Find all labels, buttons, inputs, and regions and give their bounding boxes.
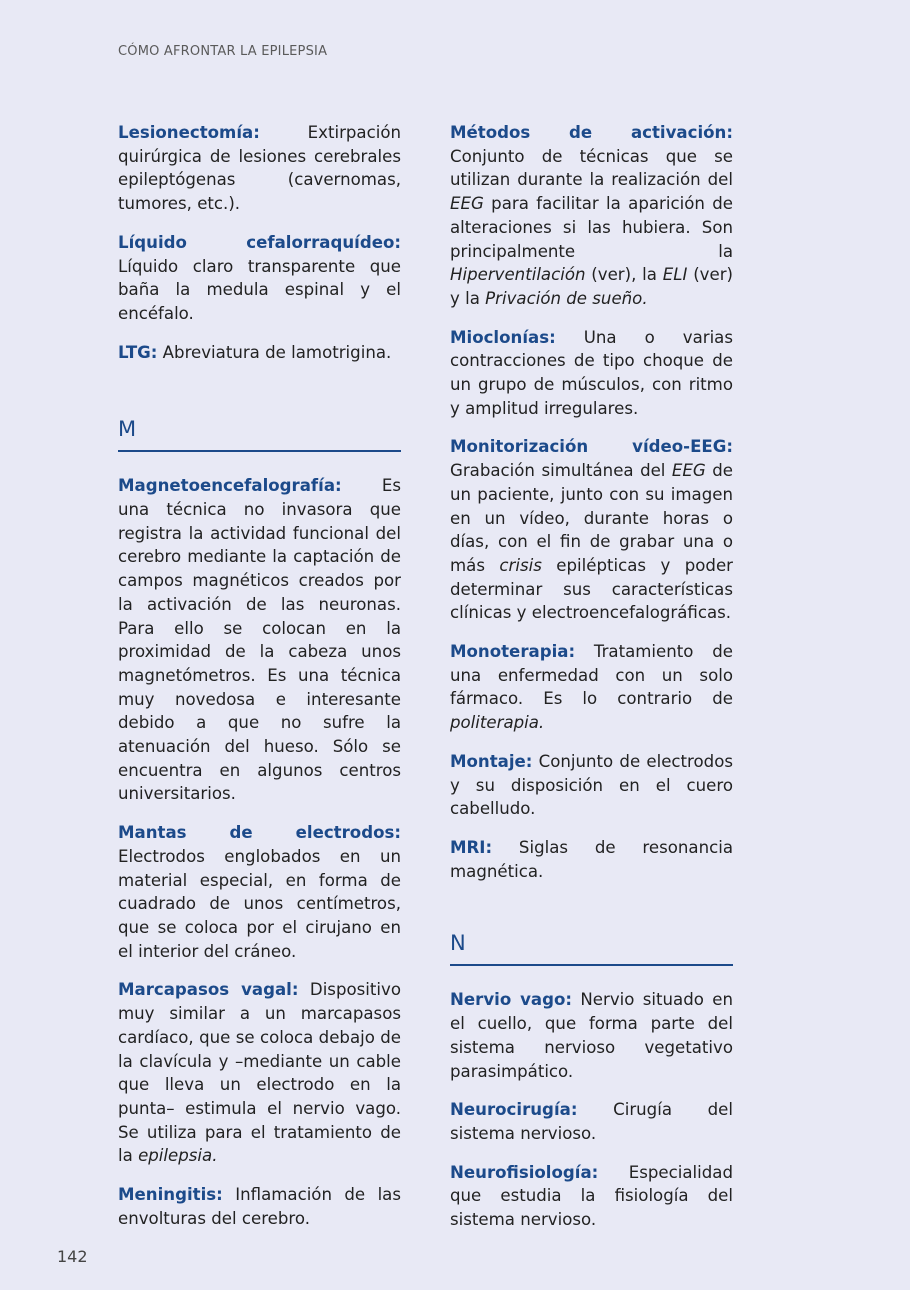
glossary-term: Lesionectomía: xyxy=(118,123,260,142)
running-header: CÓMO AFRONTAR LA EPILEPSIA xyxy=(118,44,328,59)
glossary-entry xyxy=(118,121,401,216)
glossary-entry xyxy=(118,474,401,806)
glossary-definition: Siglas de resonancia magnética. xyxy=(450,837,733,881)
section-heading-m: M xyxy=(118,417,401,452)
glossary-entry xyxy=(450,836,733,883)
glossary-entry xyxy=(450,1098,733,1145)
glossary-term: LTG: xyxy=(118,342,158,362)
glossary-definition: Líquido claro transparente que baña la medula espinal y el encéfalo. xyxy=(118,256,401,323)
glossary-entry xyxy=(118,341,401,365)
glossary-entry xyxy=(450,1161,733,1232)
glossary-term: Nervio vago: xyxy=(450,990,573,1010)
glossary-term: Marcapasos vagal: xyxy=(118,980,299,1000)
glossary-entry xyxy=(450,640,733,735)
glossary-definition: Conjunto de electrodos y su disposición en el cuero cabelludo. xyxy=(450,751,733,819)
glossary-term: Líquido cefalorraquídeo: xyxy=(118,232,401,252)
left-entries-after xyxy=(118,474,401,1230)
glossary-definition: Nervio situado en el cuello, que forma parte del sistema nervioso vegetativo parasimpático. xyxy=(450,990,733,1081)
glossary-definition: Dispositivo muy similar a un marcapasos cardíaco, que se coloca debajo de la clavícula y –mediante un cable que lleva un electrodo en la punta– estimula el nervio vago. Se utiliza para el tratamiento de la epilepsia. xyxy=(118,980,401,1166)
glossary-term: MRI: xyxy=(450,837,493,857)
glossary-definition: Tratamiento de una enfermedad con un solo fármaco. Es lo contrario de politerapia. xyxy=(450,642,733,733)
glossary-term: Monitorización vídeo-EEG: xyxy=(450,437,733,457)
glossary-term: Montaje: xyxy=(450,751,533,771)
glossary-definition: Es una técnica no invasora que registra la actividad funcional del cerebro mediante la captación de campos magnéticos creados por la activación de las neuronas. Para ello se colocan en la proximidad de la cabeza unos magnetómetros. Es una técnica muy novedosa e interesante debido a que no sufre la atenuación del hueso. Sólo se encuentra en algunos centros universitarios. xyxy=(118,476,401,804)
glossary-entry xyxy=(118,1183,401,1230)
glossary-definition: Grabación simultánea del EEG de un paciente, junto con su imagen en un vídeo, durante horas o días, con el fin de grabar una o más crisis epilépticas y poder determinar sus características clínicas y electroencefalográficas. xyxy=(450,461,733,623)
glossary-entry xyxy=(450,988,733,1083)
glossary-entry xyxy=(118,231,401,326)
glossary-entry xyxy=(450,326,733,421)
left-column xyxy=(118,121,401,1245)
right-entries-after xyxy=(450,988,733,1231)
glossary-term: Mioclonías: xyxy=(450,327,556,347)
glossary-definition: Conjunto de técnicas que se utilizan durante la realización del EEG para facilitar la aparición de alteraciones si las hubiera. Son principalmente la Hiperventilación (ver), la ELI (ver) y la Privación de sueño. xyxy=(450,146,733,308)
right-column xyxy=(450,121,733,1247)
page-number: 142 xyxy=(57,1247,88,1266)
glossary-entry xyxy=(450,750,733,821)
glossary-definition: Extirpación quirúrgica de lesiones cerebrales epileptógenas (cavernomas, tumores, etc.). xyxy=(118,123,401,214)
glossary-entry xyxy=(450,121,733,311)
glossary-entry xyxy=(450,435,733,625)
glossary-term: Magnetoencefalografía: xyxy=(118,476,342,496)
glossary-term: Meningitis: xyxy=(118,1185,223,1205)
glossary-definition: Una o varias contracciones de tipo choque de un grupo de músculos, con ritmo y amplitud irregulares. xyxy=(450,327,733,418)
right-entries-before xyxy=(450,121,733,883)
glossary-definition: Electrodos englobados en un material especial, en forma de cuadrado de unos centímetros, que se coloca por el cirujano en el interior del cráneo. xyxy=(118,846,401,961)
glossary-definition: Abreviatura de lamotrigina. xyxy=(157,342,392,362)
glossary-definition: Especialidad que estudia la fisiología del sistema nervioso. xyxy=(450,1162,733,1230)
glossary-definition: Inflamación de las envolturas del cerebro. xyxy=(118,1185,401,1228)
glossary-term: Monoterapia: xyxy=(450,642,576,662)
glossary-definition: Cirugía del sistema nervioso. xyxy=(450,1100,733,1143)
glossary-entry xyxy=(118,821,401,963)
glossary-term: Neurocirugía: xyxy=(450,1100,578,1120)
glossary-term: Métodos de activación: xyxy=(450,123,733,142)
glossary-term: Mantas de electrodos: xyxy=(118,823,401,843)
glossary-term: Neurofisiología: xyxy=(450,1162,599,1182)
section-heading-n: N xyxy=(450,931,733,966)
glossary-entry xyxy=(118,978,401,1168)
left-entries-before xyxy=(118,121,401,364)
